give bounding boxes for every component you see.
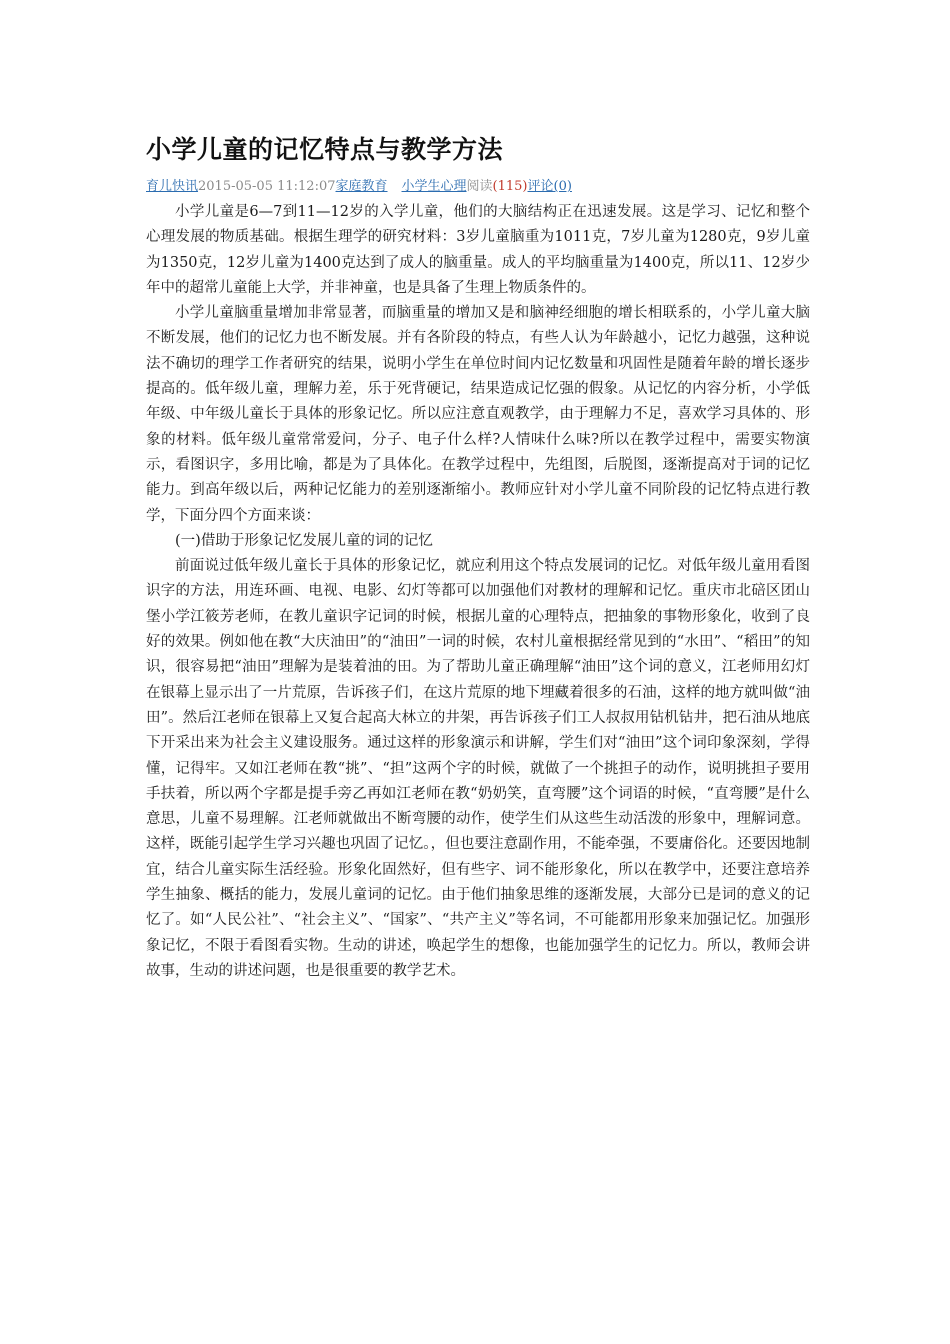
article-meta xyxy=(146,176,810,198)
comment-count: (0) xyxy=(553,179,572,194)
section-paragraph: 前面说过低年级儿童长于具体的形象记忆，就应利用这个特点发展词的记忆。对低年级儿童用看图识字的方法，用连环画、电视、电影、幻灯等都可以加强他们对教材的理解和记忆。重庆市北碚区团山堡小学江筱芳老师，在教儿童识字记词的时候，根据儿童的心理特点，把抽象的事物形象化，收到了良好的效果。例如他在教“大庆油田”的“油田”一词的时候，农村儿童根据经常见到的“水田”、“稻田”的知识，很容易把“油田”理解为是装着油的田。为了帮助儿童正确理解“油田”这个词的意义，江老师用幻灯在银幕上显示出了一片荒原，告诉孩子们，在这片荒原的地下埋藏着很多的石油，这样的地方就叫做“油田”。然后江老师在银幕上又复合起高大林立的井架，再告诉孩子们工人叔叔用钻机钻井，把石油从地底下开采出来为社会主义建设服务。通过这样的形象演示和讲解，学生们对“油田”这个词印象深刻，学得懂，记得牢。又如江老师在教“挑”、“担”这两个字的时候，就做了一个挑担子的动作，说明挑担子要用手扶着，所以两个字都是提手旁乙再如江老师在教“奶奶笑，直弯腰”这个词语的时候，“直弯腰”是什么意思，儿童不易理解。江老师就做出不断弯腰的动作，使学生们从这些生动活泼的形象中，理解词意。这样，既能引起学生学习兴趣也巩固了记忆。，但也要注意副作用，不能牵强，不要庸俗化。还要因地制宜，结合儿童实际生活经验。形象化固然好，但有些字、词不能形象化，所以在教学中，还要注意培养学生抽象、概括的能力，发展儿童词的记忆。由于他们抽象思维的逐渐发展，大部分已是词的意义的记忆了。如“人民公社”、“社会主义”、“国家”、“共产主义”等名词，不可能都用形象来加强记忆。加强形象记忆，不限于看图看实物。生动的讲述，唤起学生的想像，也能加强学生的记忆力。所以，教师会讲故事，生动的讲述问题，也是很重要的教学艺术。 xyxy=(146,558,810,979)
category-link-family-education[interactable]: 家庭教育 xyxy=(335,179,388,194)
read-count: (115) xyxy=(492,179,528,194)
read-label: 阅读 xyxy=(466,179,493,194)
body-paragraph-2: 小学儿童脑重量增加非常显著，而脑重量的增加又是和脑神经细胞的增长相联系的，小学儿童大脑不断发展，他们的记忆力也不断发展。并有各阶段的特点，有些人认为年龄越小，记忆力越强，这种说法不确切的理学工作者研究的结果，说明小学生在单位时间内记忆数量和巩固性是随着年龄的增长逐步提高的。低年级儿童，理解力差，乐于死背硬记，结果造成记忆强的假象。从记忆的内容分析，小学低年级、中年级儿童长于具体的形象记忆。所以应注意直观教学，由于理解力不足，喜欢学习具体的、形象的材料。低年级儿童常常爱问，分子、电子什么样?人情味什么味?所以在教学过程中，需要实物演示，看图识字，多用比喻，都是为了具体化。在教学过程中，先组图，后脱图，逐渐提高对于词的记忆能力。到高年级以后，两种记忆能力的差别逐渐缩小。教师应针对小学儿童不同阶段的记忆特点进行教学，下面分四个方面来谈： xyxy=(146,305,810,524)
source-link[interactable]: 育儿快讯 xyxy=(146,179,199,194)
body-paragraph-1: 小学儿童是6—7到11—12岁的入学儿童，他们的大脑结构正在迅速发展。这是学习、记忆和整个心理发展的物质基础。根据生理学的研究材料：3岁儿童脑重为1011克，7岁儿童为1280克，9岁儿童为1350克，12岁儿童为1400克达到了成人的脑重量。成人的平均脑重量为1400克，所以11、12岁少年中的超常儿童能上大学，并非神童，也是具备了生理上物质条件的。 xyxy=(146,204,810,296)
publish-datetime: 2015-05-05 11:12:07 xyxy=(198,179,336,194)
comment-link[interactable] xyxy=(528,179,572,194)
article-title: 小学儿童的记忆特点与教学方法 xyxy=(146,135,504,164)
article xyxy=(146,132,810,984)
comment-label: 评论 xyxy=(527,179,554,194)
category-link-child-psychology[interactable]: 小学生心理 xyxy=(401,179,467,194)
section-heading: (一)借助于形象记忆发展儿童的词的记忆 xyxy=(175,532,433,549)
